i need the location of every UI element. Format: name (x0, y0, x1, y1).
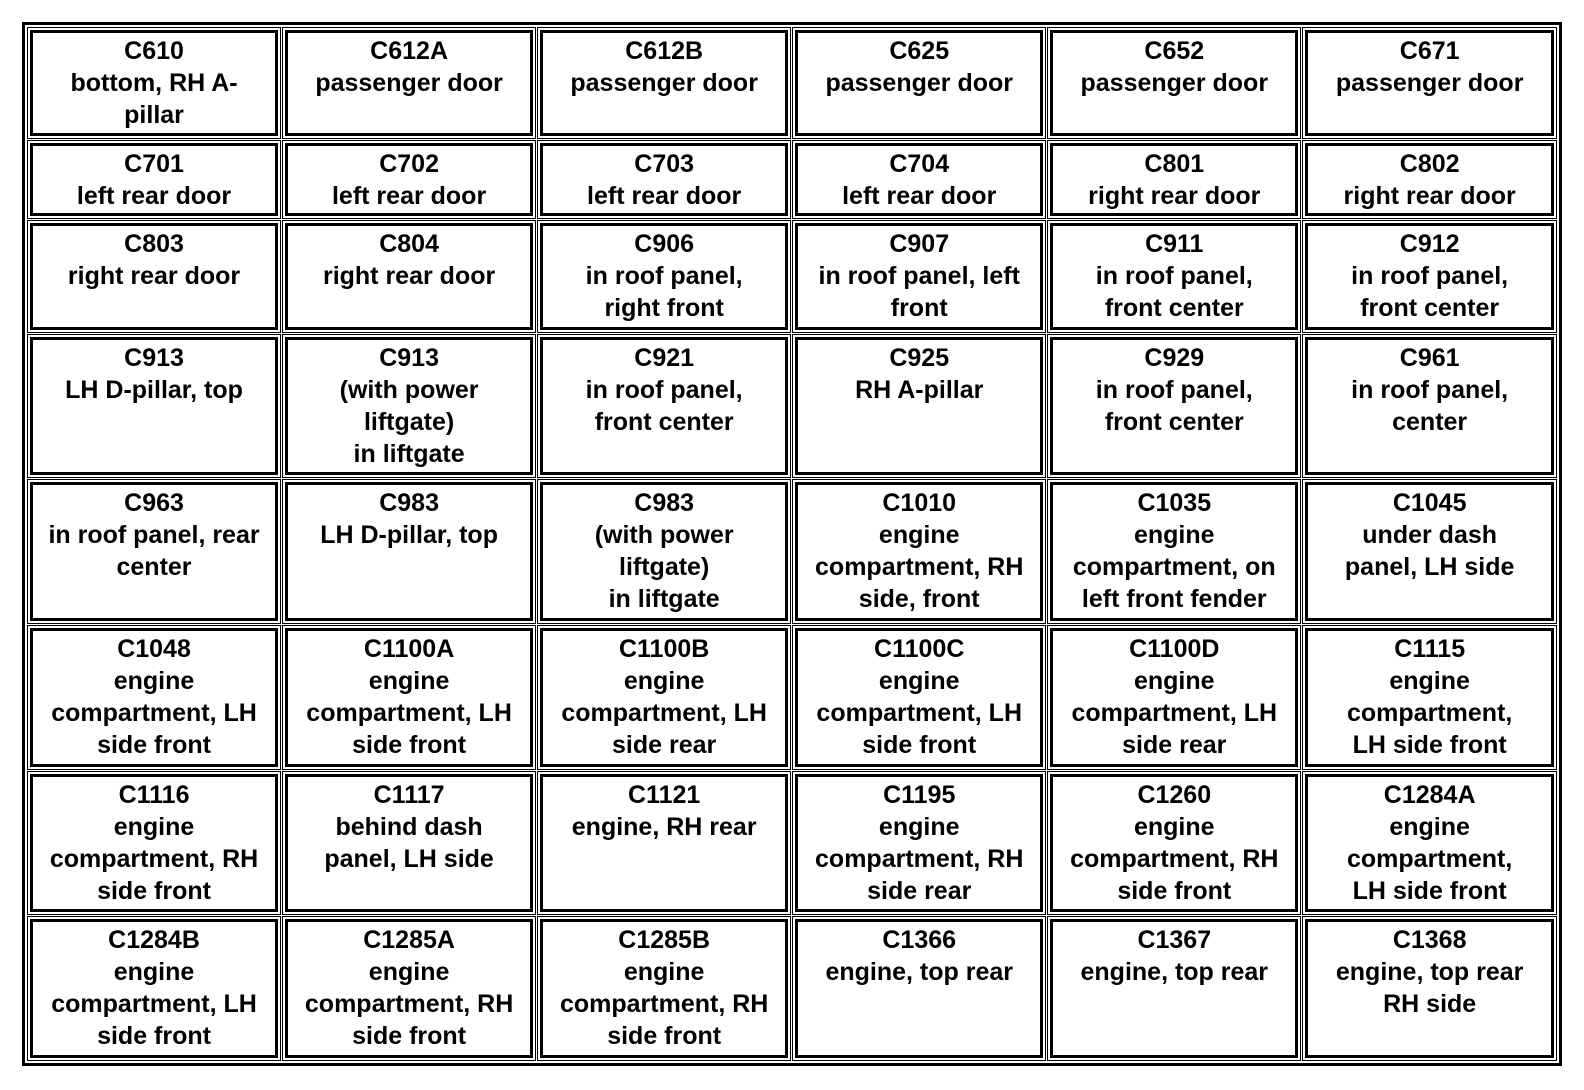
connector-code: C1121 (628, 780, 701, 809)
connector-code: C702 (379, 150, 439, 179)
connector-location: behind dash panel, LH side (324, 812, 494, 873)
connector-location: engine compartment, LH side rear (561, 666, 767, 759)
connector-code: C1100B (618, 634, 710, 663)
connector-location: engine, top rear RH side (1335, 958, 1524, 1019)
connector-location: in roof panel, center (1351, 375, 1509, 436)
connector-code: C1010 (882, 489, 957, 518)
connector-cell (285, 919, 533, 1058)
connector-code: C912 (1399, 230, 1460, 259)
connector-code: C961 (1399, 343, 1460, 372)
connector-cell (795, 774, 1043, 913)
connector-code: C1368 (1392, 926, 1467, 955)
connector-cell (795, 919, 1043, 1058)
table-row (30, 223, 1554, 329)
connector-code: C921 (634, 343, 695, 372)
connector-cell (285, 337, 533, 476)
connector-cell (795, 337, 1043, 476)
connector-cell (540, 774, 788, 913)
connector-cell (540, 143, 788, 216)
connector-code: C906 (634, 230, 695, 259)
connector-cell (795, 143, 1043, 216)
connector-code: C1285B (618, 926, 711, 955)
table-body (30, 30, 1554, 1058)
connector-location: engine compartment, LH side front (306, 666, 512, 759)
connector-location: passenger door (1080, 69, 1269, 97)
connector-code: C929 (1144, 343, 1205, 372)
connector-code: C1367 (1137, 926, 1212, 955)
connector-code: C1115 (1394, 634, 1466, 663)
connector-code: C983 (634, 489, 695, 518)
connector-cell (1305, 482, 1554, 621)
connector-cell (1305, 919, 1554, 1058)
connector-cell (285, 482, 533, 621)
connector-location: left rear door (842, 182, 997, 211)
connector-cell (540, 337, 788, 476)
connector-code: C1285A (363, 926, 455, 955)
connector-code: C907 (889, 230, 950, 259)
connector-code: C925 (889, 343, 950, 372)
connector-code: C1195 (883, 780, 956, 809)
connector-cell (30, 223, 278, 329)
connector-location: engine compartment, RH side front (304, 958, 514, 1051)
connector-location: right rear door (322, 262, 496, 291)
connector-cell (1305, 223, 1554, 329)
connector-cell (30, 482, 278, 621)
connector-cell (1305, 30, 1554, 136)
connector-location: LH D-pillar, top (65, 375, 243, 404)
connector-cell (1050, 774, 1298, 913)
connector-cell (795, 30, 1043, 136)
connector-location: engine compartment, RH side rear (815, 812, 1024, 905)
connector-code: C1117 (373, 780, 445, 809)
connector-cell (1050, 482, 1298, 621)
connector-location: in roof panel, right front (585, 262, 743, 323)
connector-location: right rear door (1343, 182, 1516, 211)
connector-location: in roof panel, front center (1351, 262, 1509, 323)
connector-code: C1045 (1392, 489, 1467, 518)
connector-code: C701 (124, 150, 184, 179)
connector-code: C1284A (1383, 780, 1476, 809)
connector-code: C671 (1399, 37, 1460, 65)
connector-code: C804 (379, 230, 439, 259)
connector-location: engine compartment, RH side front (1070, 812, 1279, 905)
connector-location: engine compartment, LH side front (51, 666, 257, 759)
connector-cell (1305, 628, 1554, 767)
connector-location: bottom, RH A- pillar (70, 69, 238, 129)
connector-code: C963 (124, 489, 184, 518)
connector-code: C803 (124, 230, 184, 259)
table-row (30, 628, 1554, 767)
connector-location: engine compartment, LH side rear (1071, 666, 1278, 759)
connector-cell (30, 774, 278, 913)
connector-code: C1116 (118, 780, 190, 809)
connector-location: engine compartment, RH side front (559, 958, 769, 1051)
connector-code: C612B (625, 37, 704, 65)
connector-cell (285, 143, 533, 216)
connector-location: (with power liftgate) in liftgate (339, 375, 479, 468)
connector-location: passenger door (315, 69, 503, 97)
connector-cell (1050, 628, 1298, 767)
connector-cell (540, 223, 788, 329)
connector-location: engine, top rear (825, 958, 1013, 987)
connector-location: in roof panel, rear center (48, 521, 260, 582)
connector-code: C625 (889, 37, 950, 65)
connector-location: engine, RH rear (571, 812, 757, 841)
connector-code: C1048 (117, 634, 191, 663)
connector-location: left rear door (331, 182, 487, 211)
connector-table-frame (22, 22, 1562, 1066)
connector-location: in roof panel, left front (818, 262, 1020, 323)
table-row (30, 337, 1554, 476)
connector-location: engine compartment, RH side, front (815, 521, 1024, 614)
connector-cell (30, 143, 278, 216)
connector-code: C983 (379, 489, 439, 518)
connector-location-table (23, 23, 1561, 1065)
table-row (30, 143, 1554, 216)
connector-code: C1100C (874, 634, 965, 663)
connector-cell (540, 482, 788, 621)
connector-code: C1035 (1137, 489, 1212, 518)
connector-location: passenger door (570, 69, 758, 97)
connector-code: C1100D (1129, 634, 1220, 663)
connector-code: C1366 (882, 926, 957, 955)
connector-code: C652 (1144, 37, 1205, 65)
connector-cell (1050, 30, 1298, 136)
connector-location: engine compartment, LH side front (1347, 812, 1513, 905)
connector-cell (1305, 337, 1554, 476)
connector-cell (795, 628, 1043, 767)
connector-code: C801 (1144, 150, 1205, 179)
connector-location: in roof panel, front center (1095, 262, 1253, 323)
connector-location: passenger door (1335, 69, 1524, 97)
connector-cell (540, 30, 788, 136)
connector-cell (1305, 774, 1554, 913)
connector-location: engine compartment, LH side front (51, 958, 257, 1051)
connector-location: in roof panel, front center (1095, 375, 1253, 436)
connector-code: C612A (370, 37, 448, 65)
connector-location: under dash panel, LH side (1344, 521, 1515, 582)
connector-code: C1260 (1137, 780, 1212, 809)
connector-location: right rear door (1088, 182, 1261, 211)
connector-location: in roof panel, front center (585, 375, 743, 436)
connector-cell (285, 628, 533, 767)
connector-location: engine compartment, LH side front (816, 666, 1023, 759)
connector-location: left rear door (76, 182, 232, 211)
connector-cell (1050, 223, 1298, 329)
connector-location: engine, top rear (1080, 958, 1269, 987)
connector-cell (30, 337, 278, 476)
connector-location: engine compartment, RH side front (49, 812, 259, 905)
connector-code: C913 (124, 343, 184, 372)
connector-code: C610 (124, 37, 184, 65)
connector-cell (540, 628, 788, 767)
connector-cell (285, 30, 533, 136)
connector-cell (795, 223, 1043, 329)
connector-cell (30, 628, 278, 767)
connector-code: C802 (1399, 150, 1460, 179)
connector-cell (30, 30, 278, 136)
connector-cell (1050, 337, 1298, 476)
connector-location: passenger door (825, 69, 1013, 97)
connector-cell (795, 482, 1043, 621)
connector-cell (1050, 143, 1298, 216)
connector-location: left rear door (587, 182, 742, 211)
connector-cell (1305, 143, 1554, 216)
connector-location: engine compartment, on left front fender (1072, 521, 1276, 614)
connector-cell (1050, 919, 1298, 1058)
connector-location: (with power liftgate) in liftgate (594, 521, 734, 614)
table-row (30, 919, 1554, 1058)
table-row (30, 30, 1554, 136)
connector-code: C1100A (363, 634, 455, 663)
connector-cell (285, 774, 533, 913)
connector-cell (540, 919, 788, 1058)
connector-code: C911 (1145, 230, 1204, 259)
connector-code: C704 (889, 150, 950, 179)
connector-location: engine compartment, LH side front (1347, 666, 1513, 759)
connector-location: right rear door (67, 262, 241, 291)
table-row (30, 774, 1554, 913)
connector-code: C703 (634, 150, 695, 179)
connector-cell (285, 223, 533, 329)
connector-location: LH D-pillar, top (320, 521, 498, 550)
table-row (30, 482, 1554, 621)
connector-cell (30, 919, 278, 1058)
connector-code: C913 (379, 343, 439, 372)
connector-location: RH A-pillar (855, 375, 984, 404)
connector-code: C1284B (108, 926, 200, 955)
